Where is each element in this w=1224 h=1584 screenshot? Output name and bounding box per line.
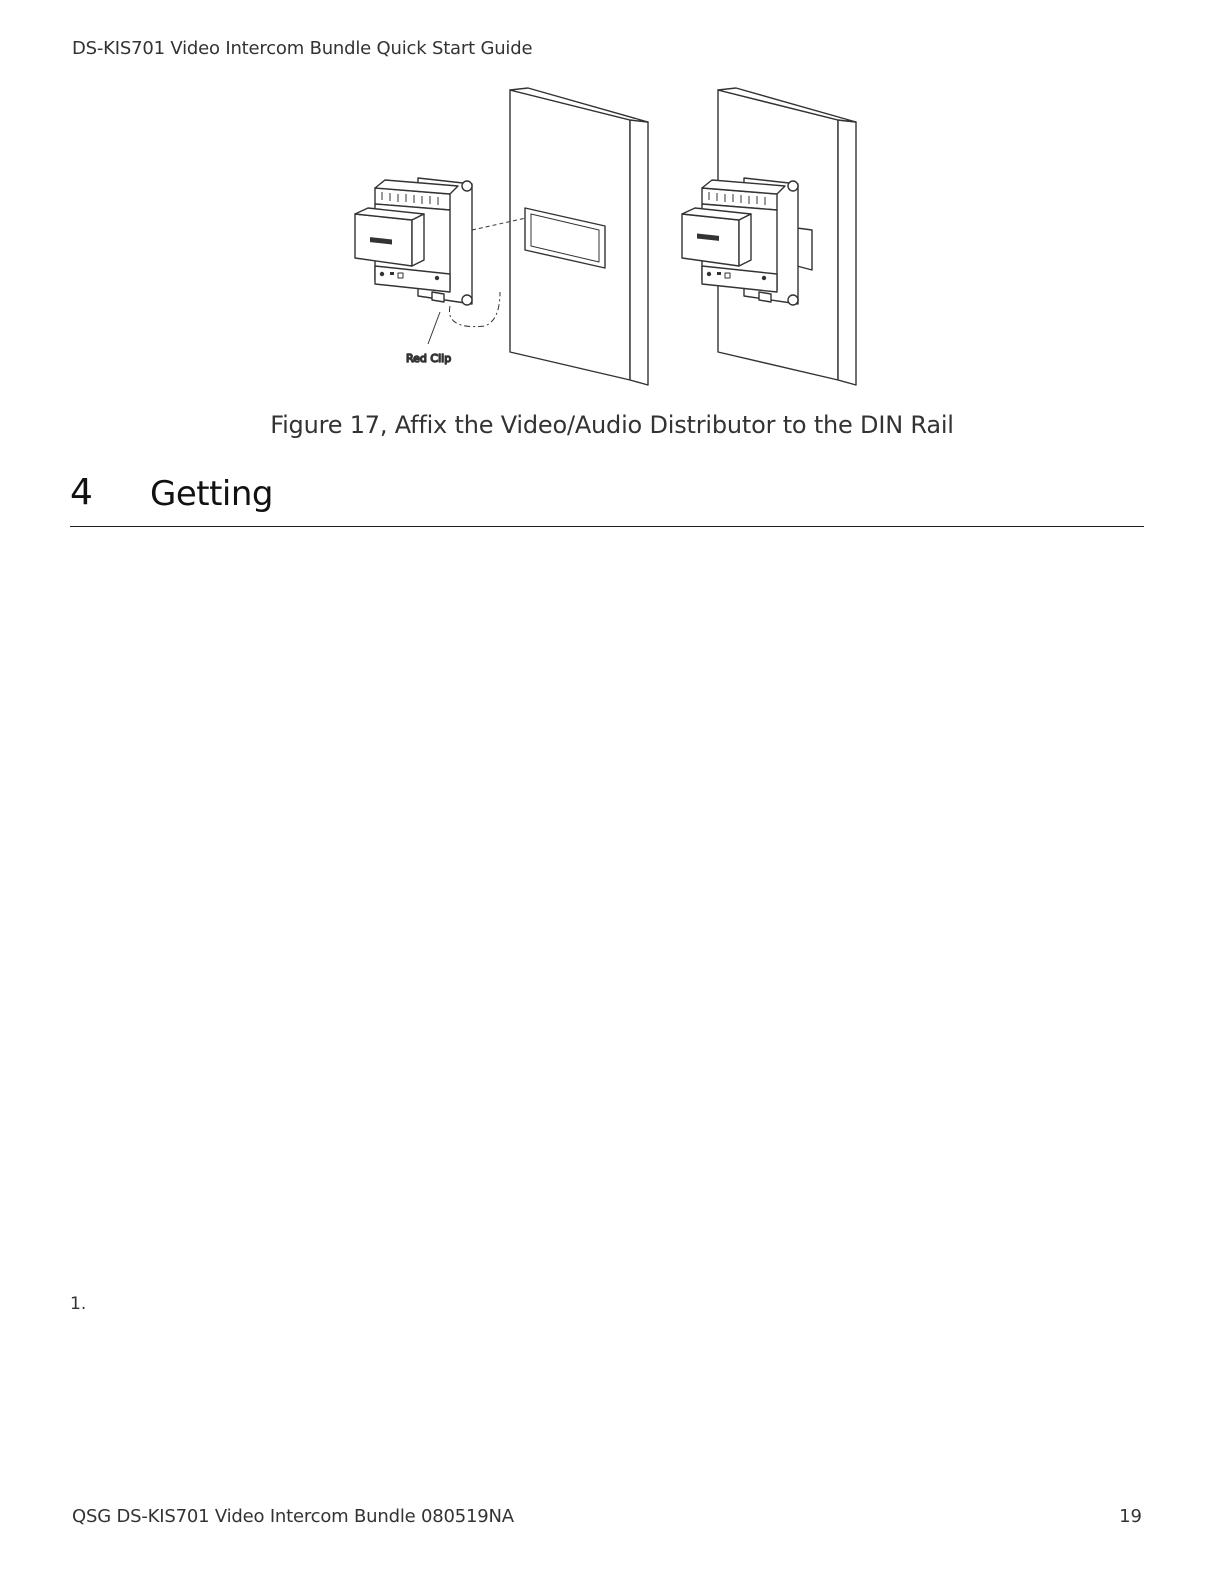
- list-item-marker: 1.: [70, 1294, 87, 1314]
- installation-figure: [340, 80, 880, 400]
- figure-caption: Figure 17, Affix the Video/Audio Distributor to the DIN Rail: [270, 411, 954, 439]
- left-distributor-device: [355, 178, 526, 365]
- red-clip-label: Red Clip: [406, 352, 452, 365]
- section-heading: [70, 472, 1144, 527]
- left-wall-panel: [510, 88, 648, 385]
- right-distributor-device: [682, 178, 798, 305]
- section-title: Getting: [150, 474, 274, 514]
- running-header: DS-KIS701 Video Intercom Bundle Quick Start Guide: [72, 38, 533, 59]
- section-number: 4: [70, 472, 93, 513]
- footer-document-id: QSG DS-KIS701 Video Intercom Bundle 080519NA: [72, 1506, 514, 1527]
- page-number: 19: [1119, 1506, 1142, 1527]
